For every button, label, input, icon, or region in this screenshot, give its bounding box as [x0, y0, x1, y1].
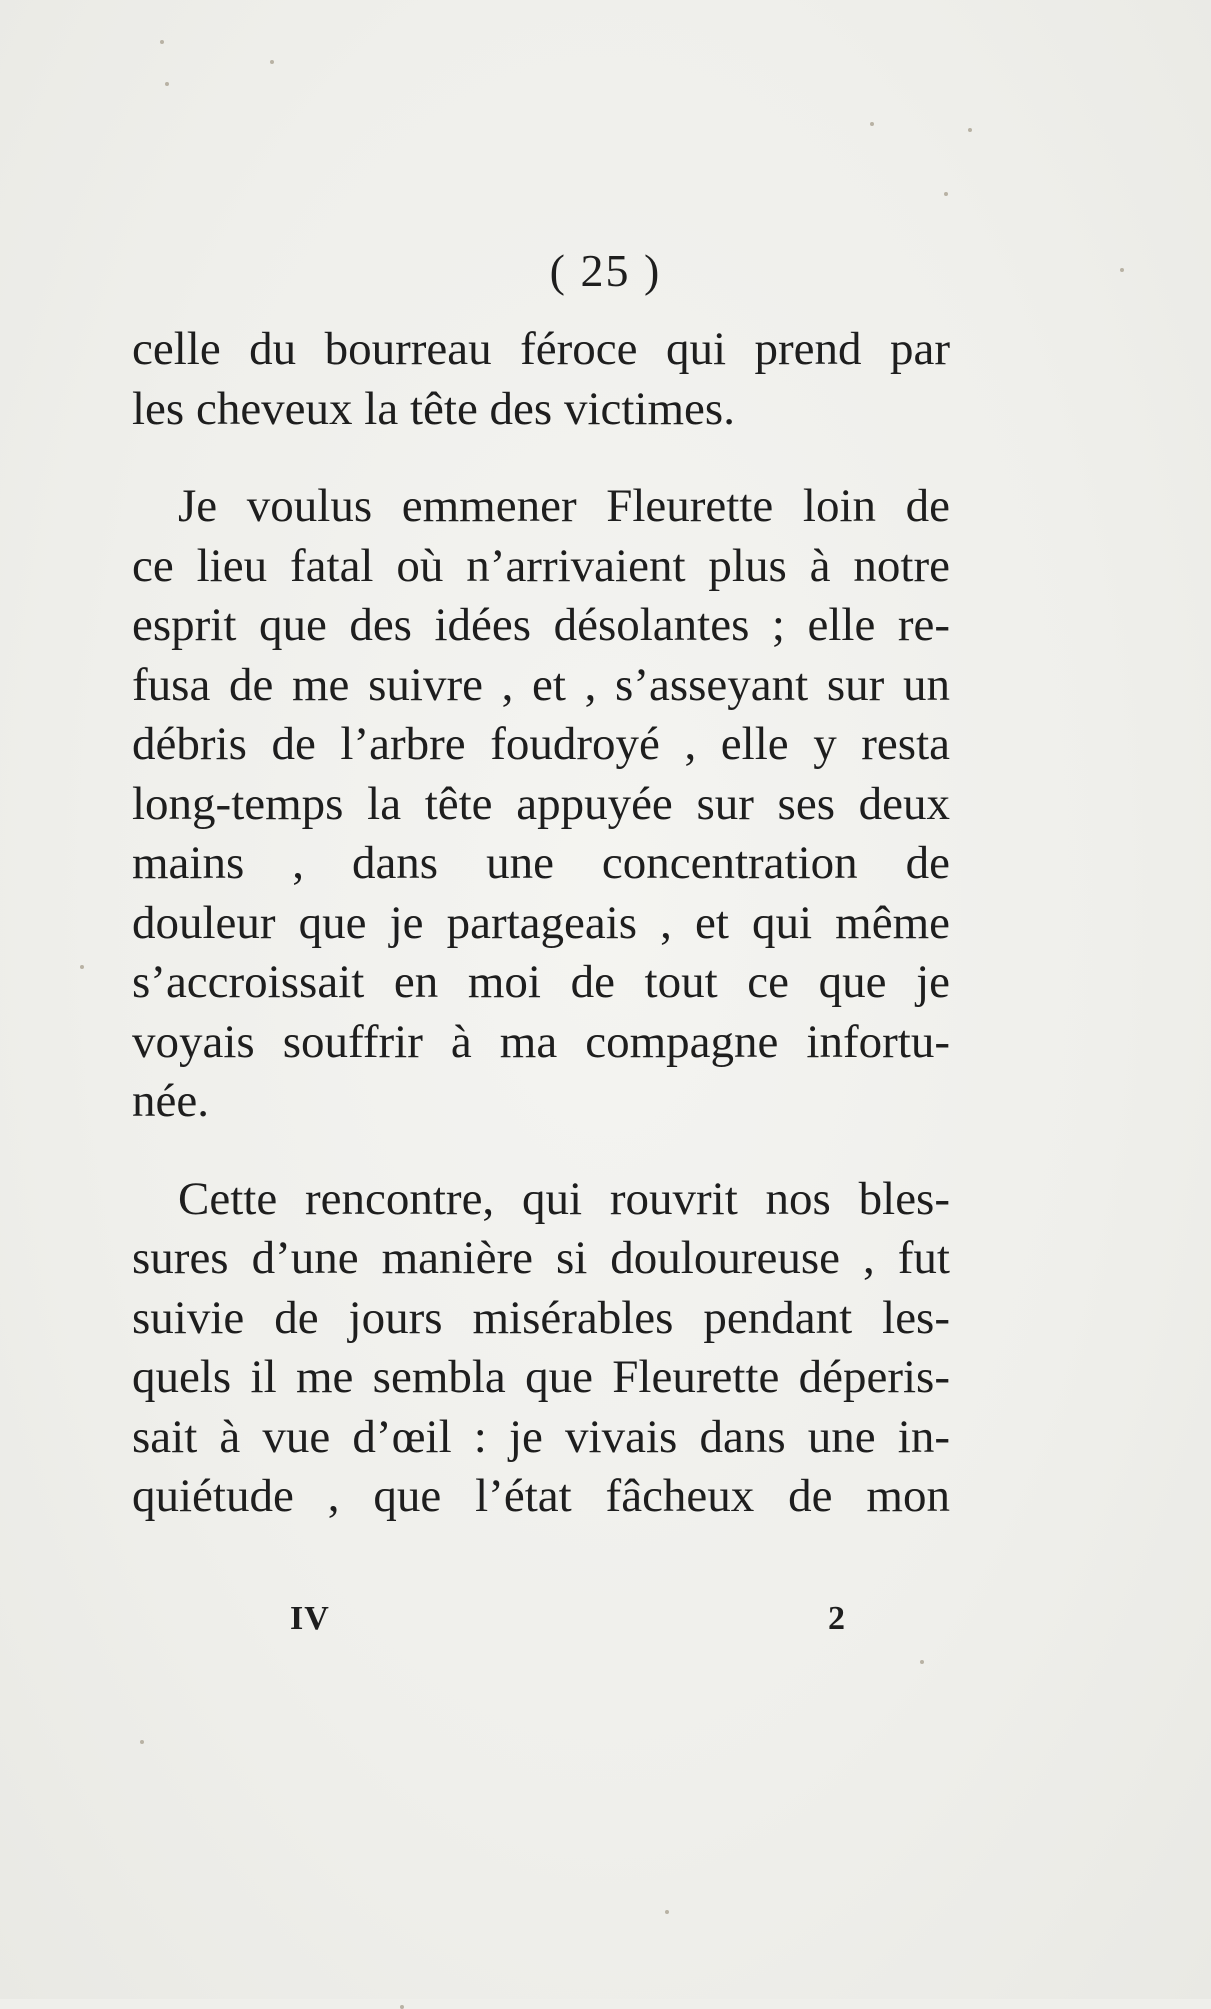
- text-line: quels il me sembla que Fleurette déperis-: [132, 1351, 950, 1403]
- body-text: [132, 320, 950, 1527]
- text-line: Cette rencontre, qui rouvrit nos bles-: [178, 1172, 950, 1225]
- text-line: celle du bourreau féroce qui prend par: [132, 323, 950, 375]
- signature-volume: IV: [290, 1600, 330, 1637]
- paper-speck: [270, 60, 274, 64]
- text-line: esprit que des idées désolantes ; elle re-: [132, 599, 950, 651]
- paper-speck: [944, 192, 948, 196]
- text-line: ce lieu fatal où n’arrivaient plus à notre: [132, 539, 950, 592]
- paper-speck: [140, 1740, 144, 1744]
- text-line: les cheveux la tête des victimes.: [132, 382, 735, 435]
- text-line: débris de l’arbre foudroyé , elle y resta: [132, 718, 950, 770]
- paper-speck: [80, 965, 84, 969]
- text-line: sures d’une manière si douloureuse , fut: [132, 1232, 950, 1284]
- paragraph: [132, 477, 950, 1132]
- text-line: s’accroissait en moi de tout ce que je: [132, 956, 950, 1008]
- paper-speck: [870, 122, 874, 126]
- text-line: fusa de me suivre , et , s’asseyant sur un: [132, 658, 950, 711]
- signature-number: 2: [828, 1600, 846, 1637]
- text-line: née.: [132, 1075, 209, 1127]
- paragraph: [132, 320, 950, 439]
- paper-speck: [160, 40, 164, 44]
- text-line: voyais souffrir à ma compagne infortu-: [132, 1015, 950, 1068]
- paragraph: [132, 1170, 950, 1527]
- text-line: long-temps la tête appuyée sur ses deux: [132, 777, 950, 830]
- text-line: mains , dans une concentration de: [132, 837, 950, 889]
- text-line: suivie de jours misérables pendant les-: [132, 1291, 950, 1344]
- text-line: sait à vue d’œil : je vivais dans une in-: [132, 1410, 950, 1463]
- paper-speck: [968, 128, 972, 132]
- paper-speck: [400, 2005, 404, 2009]
- text-line: quiétude , que l’état fâcheux de mon: [132, 1470, 950, 1522]
- paper-speck: [165, 82, 169, 86]
- text-line: Je voulus emmener Fleurette loin de: [178, 480, 950, 532]
- paper-speck: [665, 1910, 669, 1914]
- paper-speck: [920, 1660, 924, 1664]
- text-line: douleur que je partageais , et qui même: [132, 896, 950, 949]
- page-number: ( 25 ): [549, 245, 662, 296]
